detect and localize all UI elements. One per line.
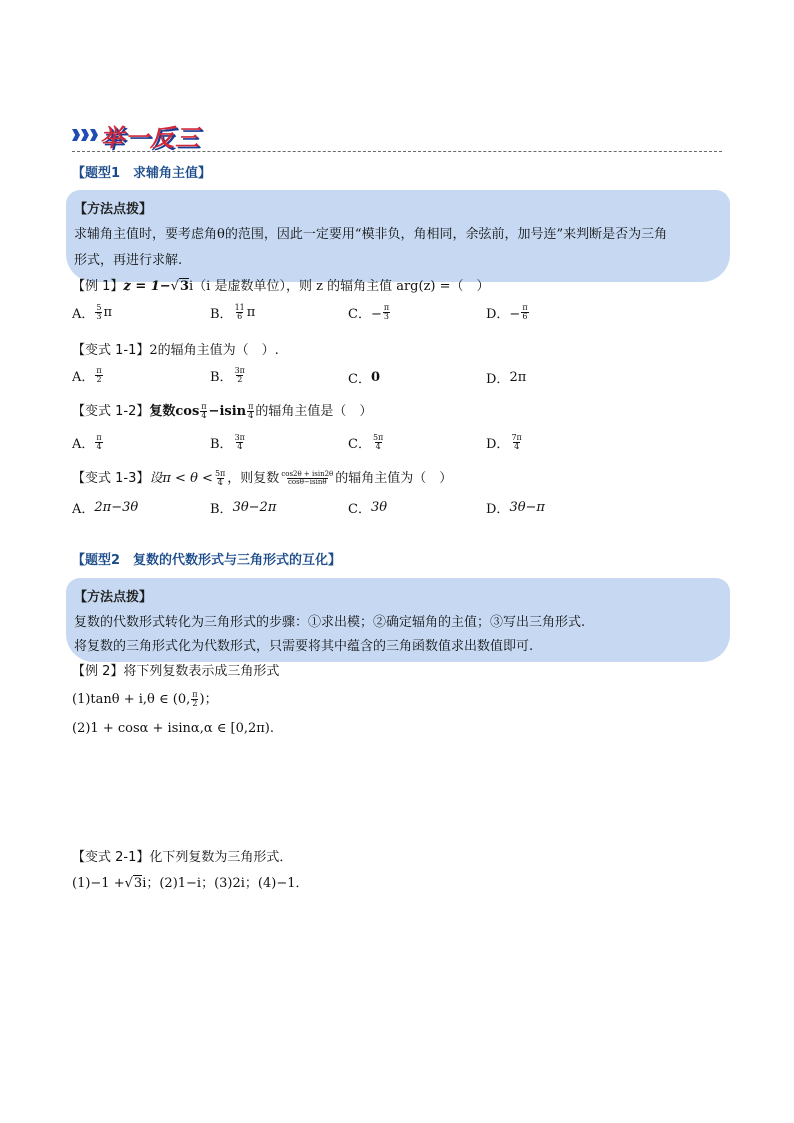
type2-method-line2: 将复数的三角形式化为代数形式，只需要将其中蕴含的三角函数值求出数值即可. <box>74 639 534 654</box>
variant12-option-d[interactable]: D． $\frac{7\pi}{4}$ <box>486 433 522 452</box>
variant12-stem: 【变式 1-2】复数cos $\frac{\pi}{4}$ −isin $\frac{\pi}{4}$ 的辐角主值是（ ） <box>72 402 373 420</box>
variant11-option-c[interactable]: C． 0 <box>348 370 380 387</box>
variant13-stem: 【变式 1-3】设π < θ < $\frac{5\pi}{4}$ ，则复数 $\frac{\cos 2\theta + isin2\theta}{\cos\theta-isin\theta}$ 的辐角主值为（ ） <box>72 469 453 487</box>
chevron-arrows-icon <box>72 129 98 141</box>
variant13-option-b[interactable]: B． 3θ−2π <box>210 500 277 517</box>
variant11-option-a[interactable]: A． $\frac{\pi}{2}$ <box>72 366 102 385</box>
example2-stem: 【例 2】将下列复数表示成三角形式 <box>72 664 280 679</box>
type1-method-title: 【方法点拨】 <box>74 202 153 217</box>
type2-heading: 【题型2 复数的代数形式与三角形式的互化】 <box>72 553 342 568</box>
variant13-option-d[interactable]: D． 3θ−π <box>486 500 545 517</box>
example1-option-a[interactable]: A． $\frac{5}{3}$ π <box>72 303 113 322</box>
banner-title: 举一反三 <box>100 123 200 152</box>
variant21-stem: 【变式 2-1】化下列复数为三角形式． <box>72 850 293 865</box>
example1-stem: 【例 1】z = 1−√3i（i 是虚数单位），则 z 的辐角主值 arg(z) =（ ） <box>72 279 490 294</box>
dashed-divider <box>72 151 722 152</box>
type1-heading: 【题型1 求辅角主值】 <box>72 166 212 181</box>
variant11-stem: 【变式 1-1】2的辐角主值为（ ）. <box>72 343 279 358</box>
example1-option-d[interactable]: D．− $\frac{\pi}{6}$ <box>486 303 528 322</box>
example2-part2: (2)1 + cosα + isinα,α ∈ [0,2π). <box>72 721 274 736</box>
variant21-items: (1)−1 +√3i；(2)1−i；(3)2i；(4)−1． <box>72 876 309 891</box>
type2-method-line1: 复数的代数形式转化为三角形式的步骤：①求出模；②确定辐角的主值；③写出三角形式. <box>74 615 586 630</box>
variant13-option-a[interactable]: A． 2π−3θ <box>72 500 139 517</box>
type2-method-box <box>66 578 730 662</box>
variant12-option-b[interactable]: B． $\frac{3\pi}{4}$ <box>210 433 245 452</box>
variant12-option-c[interactable]: C． $\frac{5\pi}{4}$ <box>348 433 384 452</box>
section-banner <box>72 120 200 150</box>
type1-method-line1: 求辅角主值时，要考虑角θ的范围，因此一定要用“模非负，角相同，余弦前，加号连”来判断是否为三角 <box>74 227 668 242</box>
example1-option-c[interactable]: C．− $\frac{\pi}{3}$ <box>348 303 390 322</box>
variant11-option-b[interactable]: B． $\frac{3\pi}{2}$ <box>210 366 245 385</box>
example1-option-b[interactable]: B． $\frac{11}{6}$ π <box>210 303 256 322</box>
type1-method-line2: 形式，再进行求解. <box>74 253 183 268</box>
type2-method-title: 【方法点拨】 <box>74 590 153 605</box>
variant12-option-a[interactable]: A． $\frac{\pi}{4}$ <box>72 433 102 452</box>
variant13-option-c[interactable]: C． 3θ <box>348 500 388 517</box>
example2-part1: (1)tanθ + i,θ ∈ (0, $\frac{\pi}{2}$ )； <box>72 690 218 708</box>
type1-method-box <box>66 190 730 282</box>
variant11-option-d[interactable]: D． 2π <box>486 370 527 387</box>
